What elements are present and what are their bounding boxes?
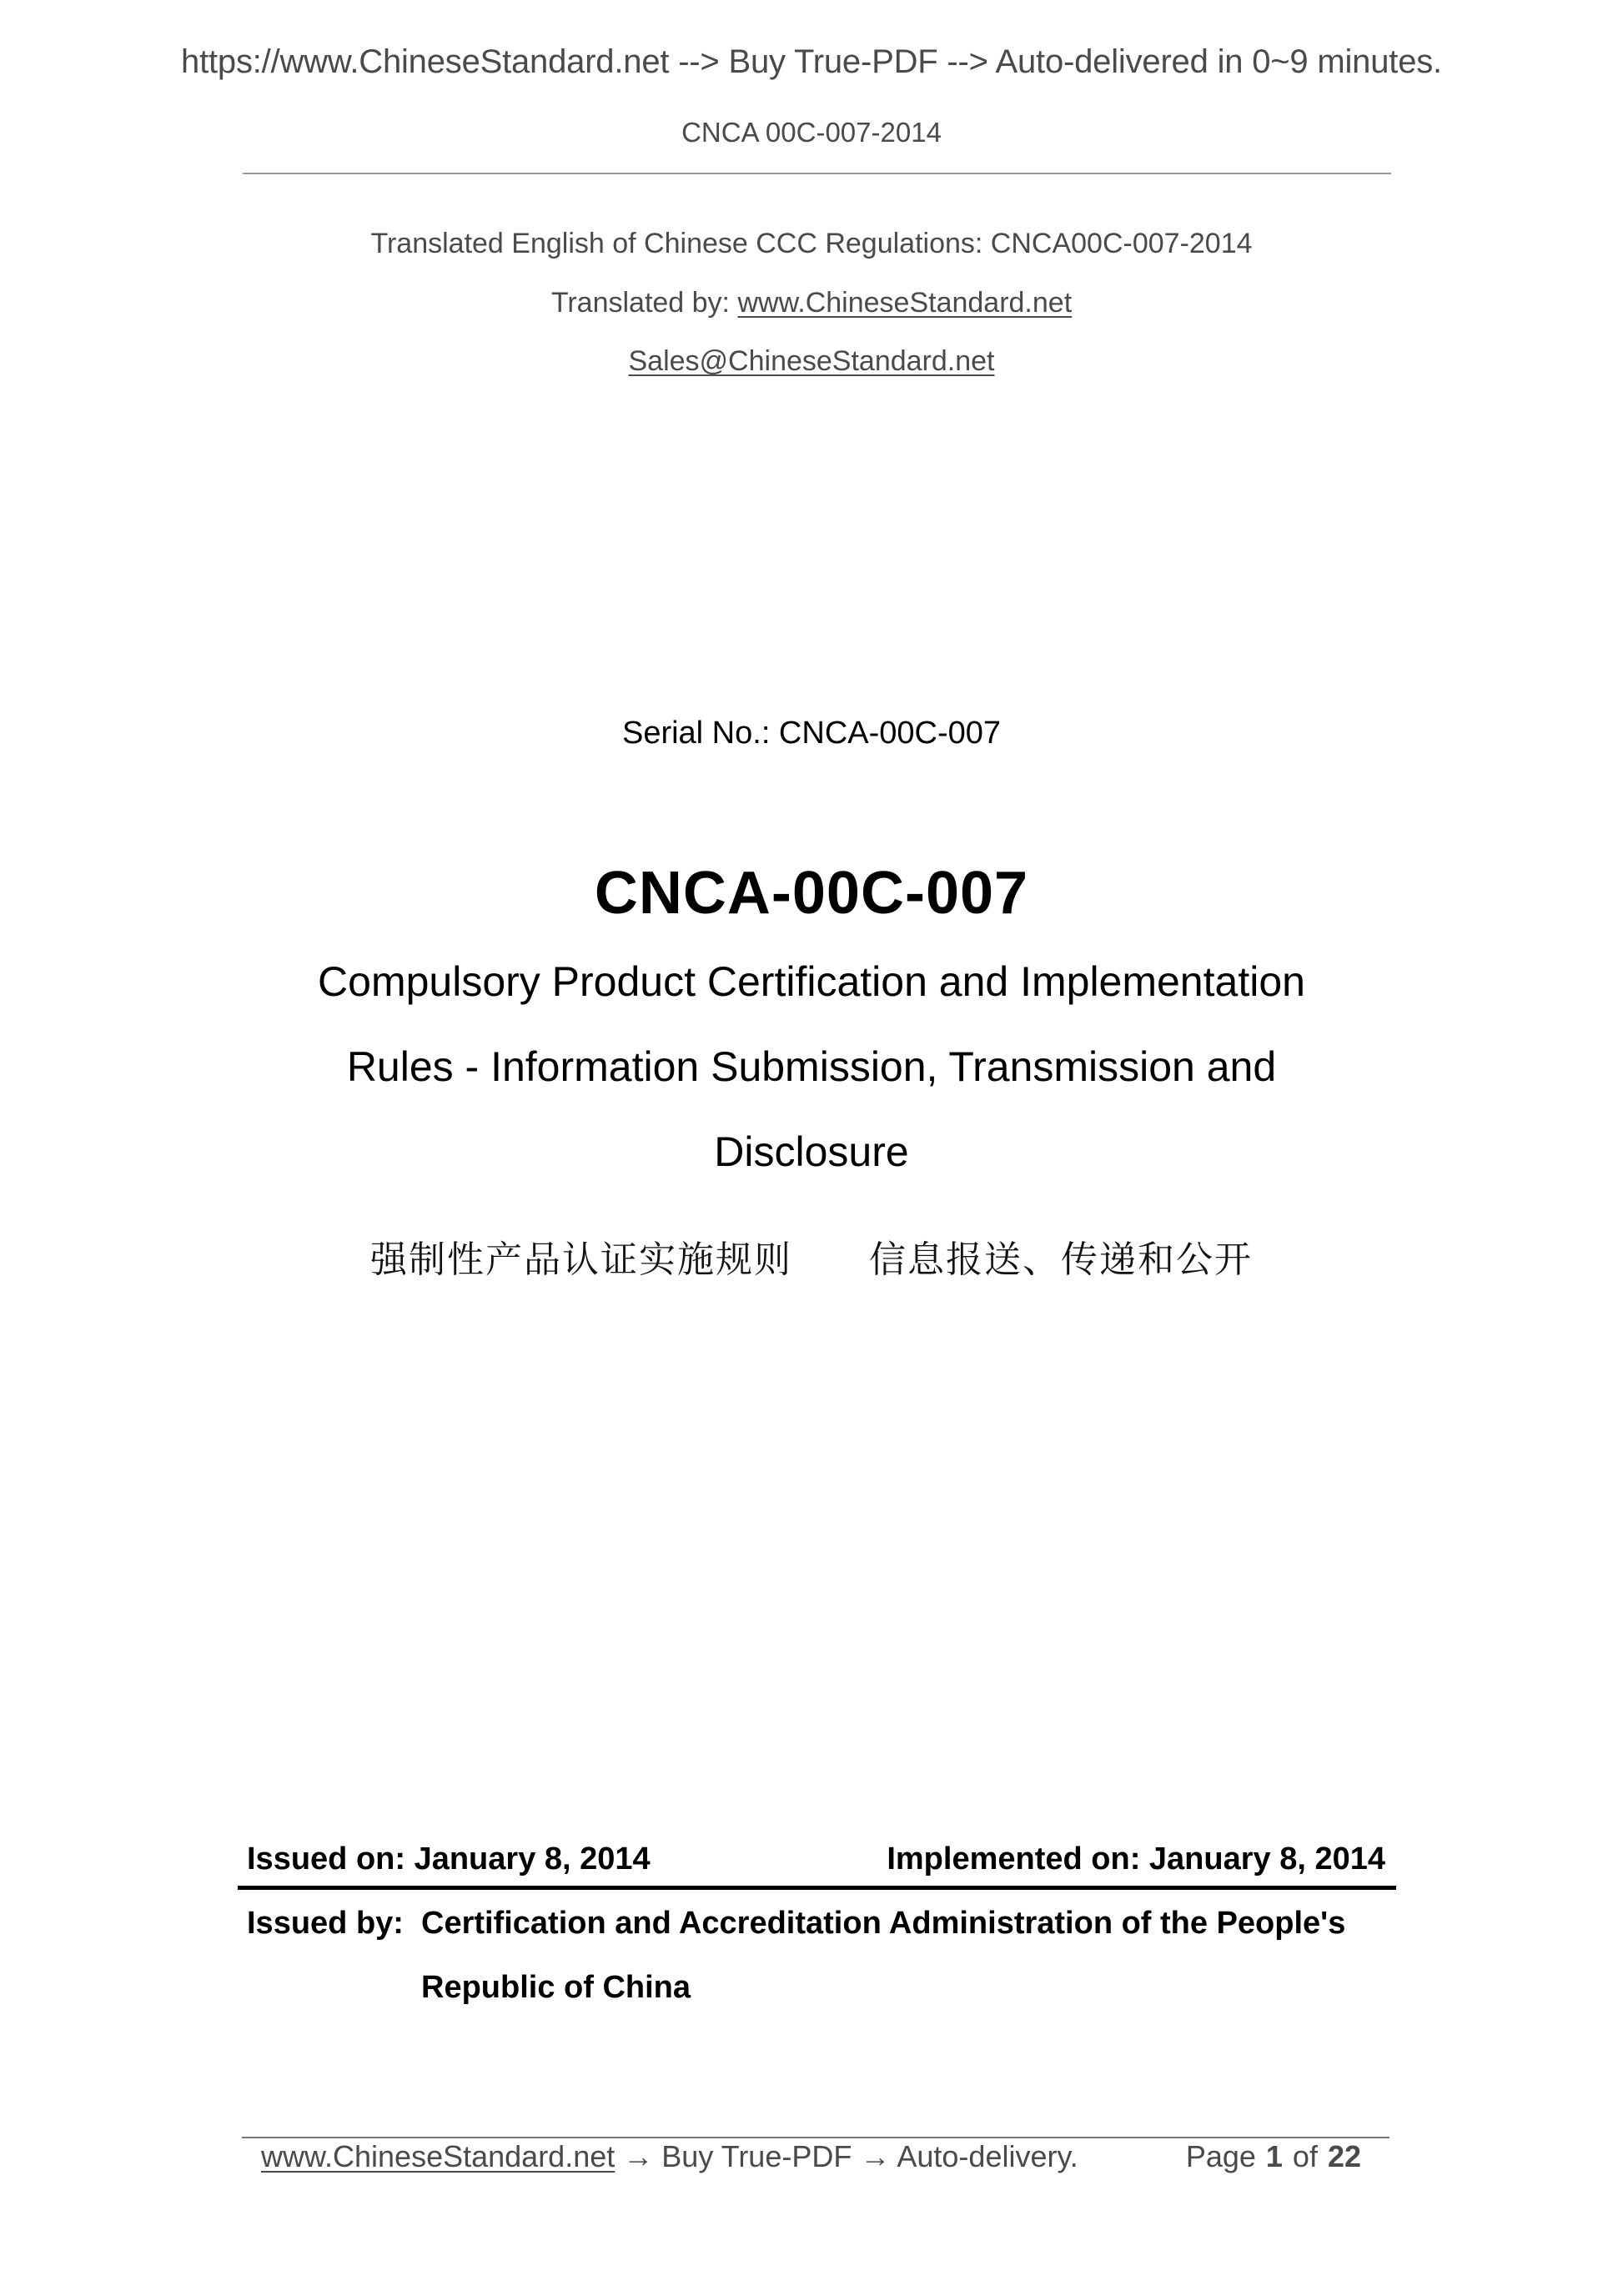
translation-title: Translated English of Chinese CCC Regulations: CNCA00C-007-2014 (370, 228, 1253, 259)
issuance-divider (238, 1886, 1396, 1890)
header-divider (243, 173, 1391, 174)
sales-email-line (0, 345, 1623, 378)
translated-by-line (0, 287, 1623, 319)
implemented-on-date: Implemented on: January 8, 2014 (887, 1841, 1385, 1876)
arrow-right-icon: → (860, 2139, 891, 2173)
header-doc-code: CNCA 00C-007-2014 (681, 117, 942, 148)
sales-email-link[interactable]: Sales@ChineseStandard.net (628, 345, 995, 377)
document-title: CNCA-00C-007 (594, 860, 1029, 927)
document-subtitle-line-1: Compulsory Product Certification and Implementation (318, 958, 1305, 1005)
arrow-right-icon: → (623, 2139, 654, 2173)
of-label: of (1292, 2139, 1318, 2173)
translator-website-link[interactable]: www.ChineseStandard.net (737, 287, 1073, 319)
footer-buy-text: Buy True-PDF (661, 2139, 852, 2173)
document-subtitle-line-2: Rules - Information Submission, Transmission and (346, 1043, 1277, 1090)
issuing-authority-line-1: Certification and Accreditation Administration of the People's (421, 1906, 1346, 1941)
chinese-title: 强制性产品认证实施规则 信息报送、传递和公开 (370, 1238, 1253, 1281)
issuing-authority-line-2: Republic of China (421, 1970, 691, 2005)
footer-delivery-text: Auto-delivery. (897, 2139, 1078, 2173)
top-banner-text: https://www.ChineseStandard.net --> Buy True-PDF --> Auto-delivered in 0~9 minutes. (181, 43, 1442, 80)
footer-promo (261, 2139, 1078, 2174)
page-label: Page (1185, 2139, 1256, 2173)
issued-on-date: Issued on: January 8, 2014 (247, 1841, 651, 1876)
translated-by-label: Translated by: (550, 287, 731, 319)
total-pages: 22 (1327, 2139, 1361, 2173)
current-page: 1 (1265, 2139, 1283, 2173)
footer-website-link[interactable]: www.ChineseStandard.net (261, 2139, 616, 2173)
footer-divider (242, 2137, 1389, 2138)
page-indicator (1186, 2139, 1361, 2174)
issued-by-label: Issued by: (247, 1906, 404, 1941)
document-subtitle-line-3: Disclosure (714, 1128, 909, 1175)
serial-number: Serial No.: CNCA-00C-007 (621, 716, 1002, 751)
